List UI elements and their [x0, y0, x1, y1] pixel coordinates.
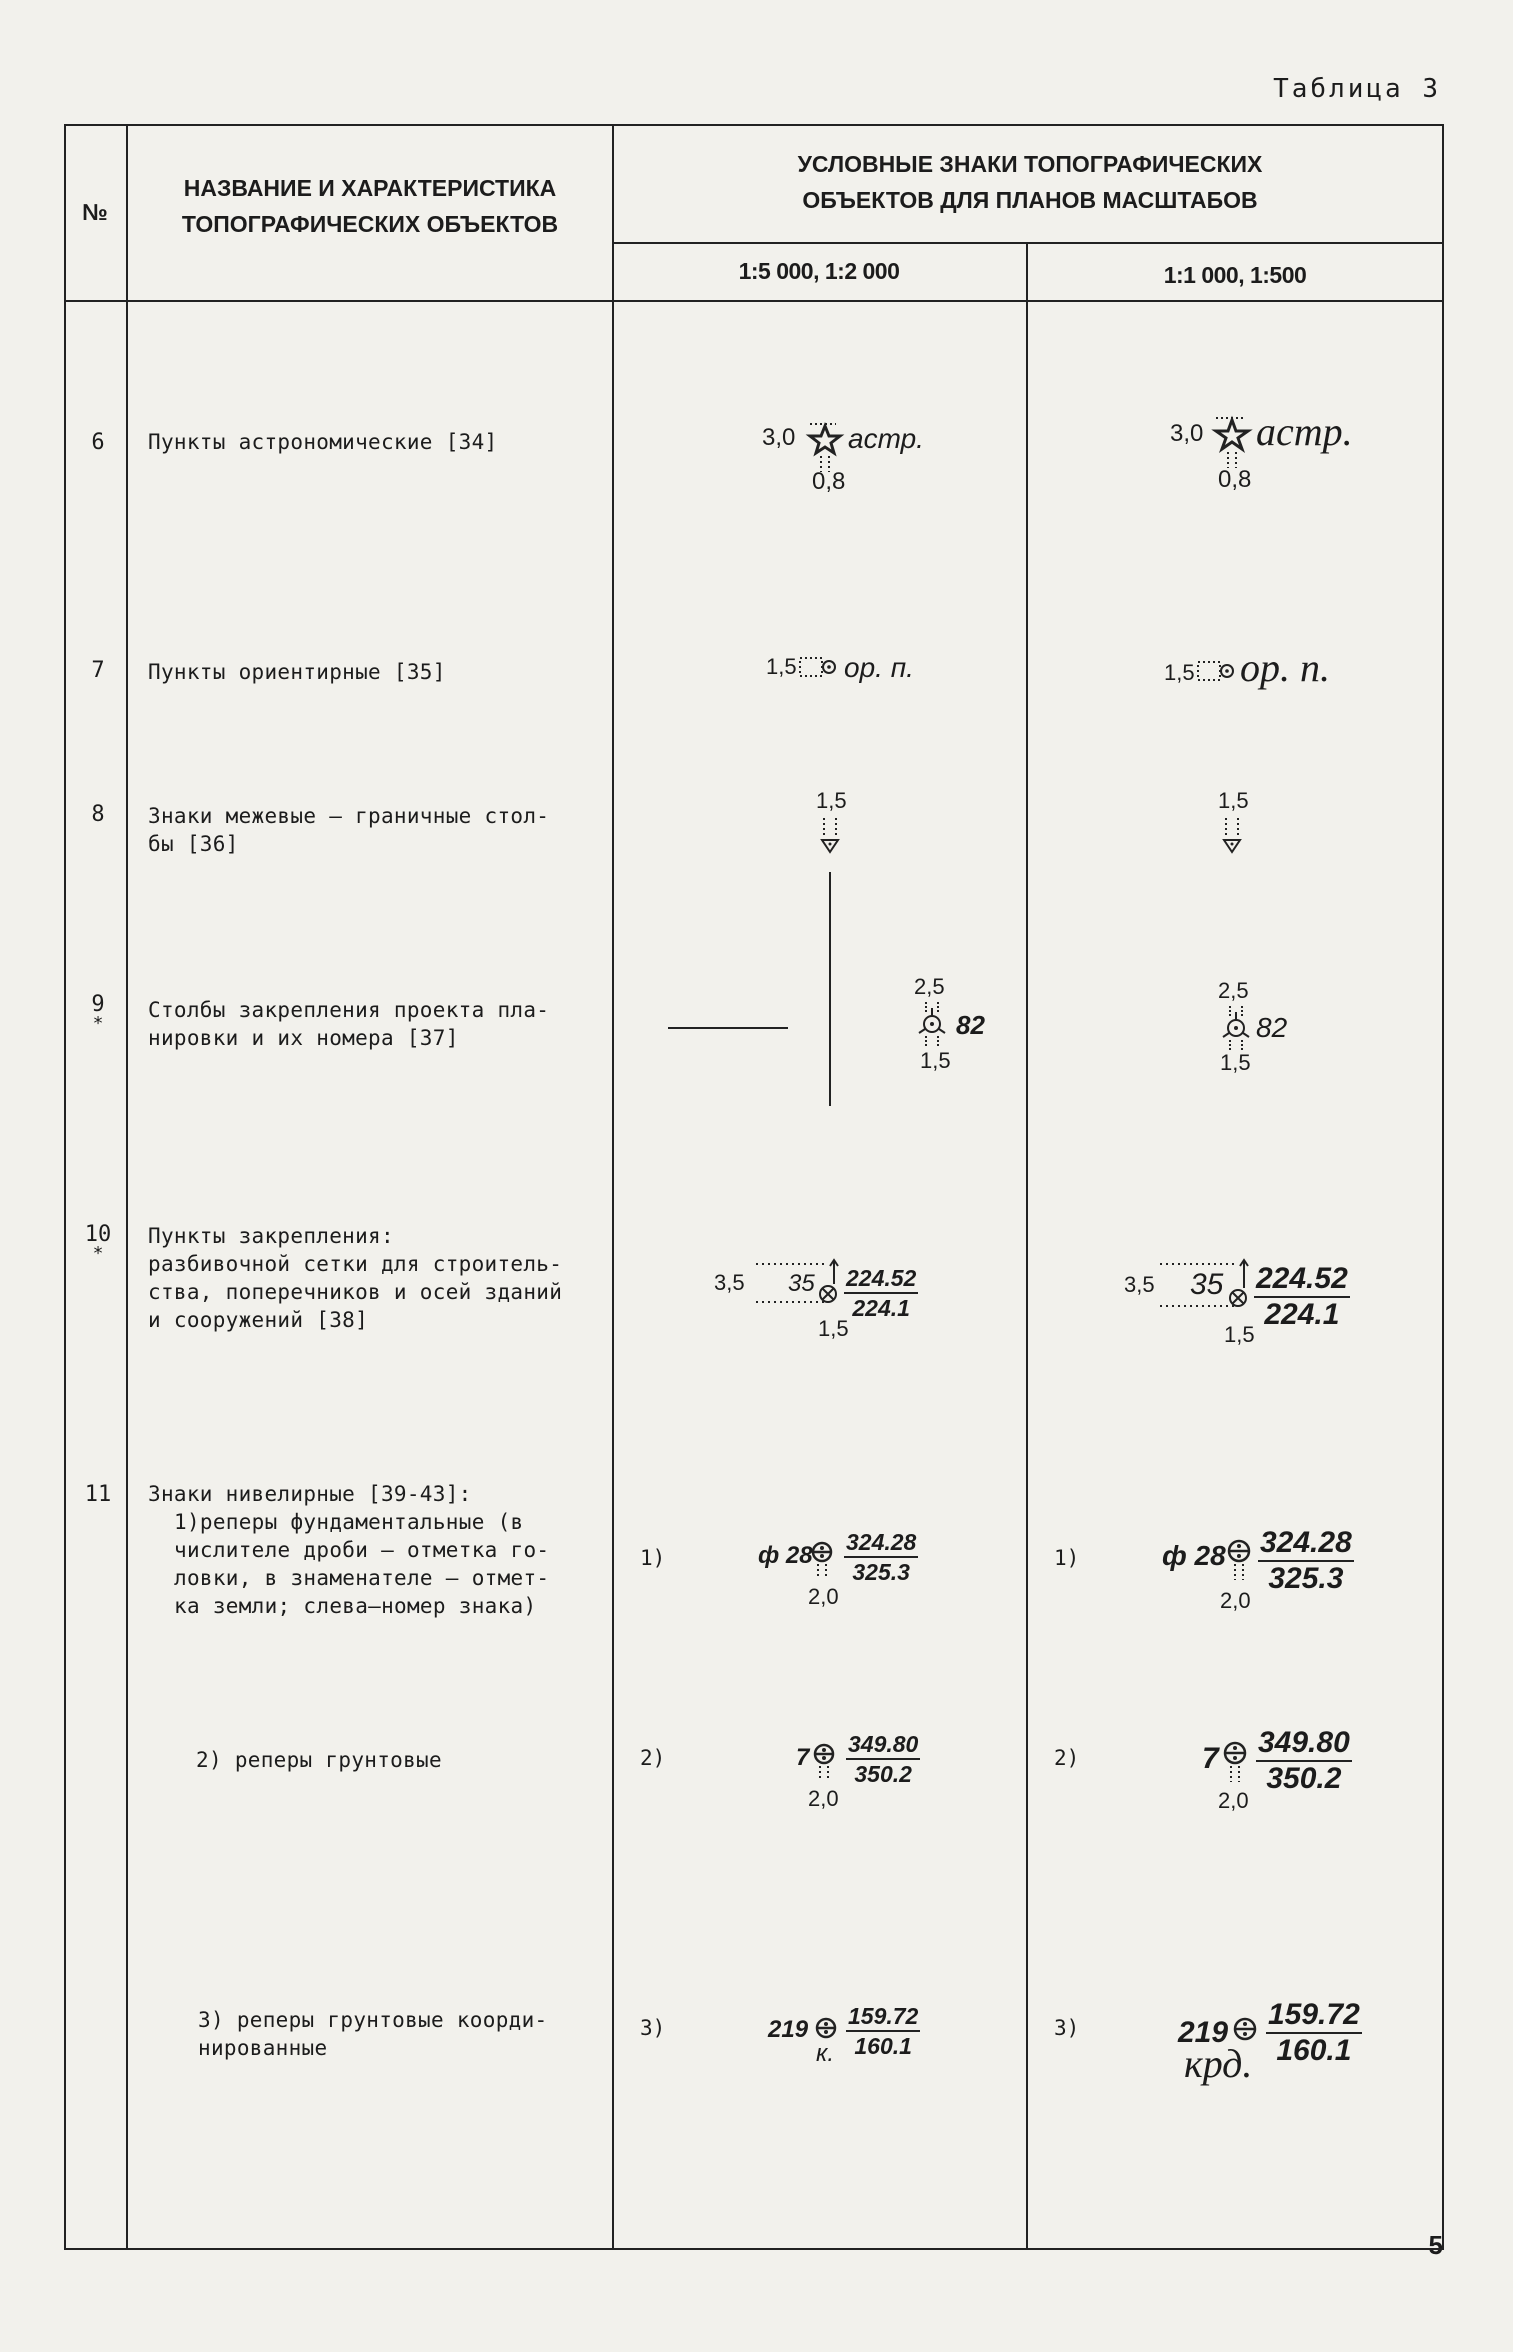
- circle-dot-icon: [1196, 656, 1236, 686]
- row-7-name: Пункты ориентирные [35]: [148, 660, 446, 684]
- benchmark-icon: [810, 1540, 834, 1580]
- star-icon: [1214, 414, 1250, 470]
- row-9-b-number: 82: [1256, 1012, 1288, 1043]
- header-num: №: [82, 199, 108, 225]
- row-11-2-name: 2) реперы грунтовые: [196, 1748, 442, 1772]
- row-9-number-value: 9: [91, 992, 105, 1017]
- benchmark-icon: [1226, 1538, 1252, 1582]
- page-number: 5: [1428, 2230, 1443, 2260]
- row-10-a-elevation-top: 224.52: [844, 1264, 918, 1294]
- row-10-name: Пункты закрепления: разбивочной сетки для строитель- ства, поперечников и осей зданий и сооружений [38]: [148, 1224, 563, 1332]
- row-6-a-size-left: 3,0: [762, 424, 796, 451]
- row-10-asterisk: *: [92, 1243, 104, 1264]
- row-8-b-size-top: 1,5: [1218, 788, 1249, 813]
- row-11-2-a-size-below: 2,0: [808, 1786, 839, 1811]
- row-9-a-number: 82: [956, 1010, 985, 1040]
- row-6-number: 6: [91, 430, 105, 455]
- row-7-a-label: ор. п.: [844, 652, 914, 683]
- row-11-3-b-elevation: [1266, 1998, 1362, 2068]
- row-11-3-name: 3) реперы грунтовые коорди- нированные: [198, 2008, 548, 2060]
- row-9-asterisk: *: [92, 1013, 104, 1034]
- col-divider-3: [1026, 242, 1028, 2250]
- row-9-name: Столбы закрепления проекта пла- нировки и их номера [37]: [148, 998, 550, 1050]
- row-11-2-a-elevation-bottom: 350.2: [854, 1761, 912, 1787]
- row-10-b-elevation-bottom: 224.1: [1264, 1298, 1340, 1331]
- row-10-a-size-left: 3,5: [714, 1270, 745, 1295]
- row-11-3-a-elevation: [846, 2002, 920, 2060]
- row-9-b-size-top: 2,5: [1218, 978, 1249, 1003]
- row-10-b-size-left: 3,5: [1124, 1272, 1155, 1297]
- row-7-b-label: ор. п.: [1240, 645, 1330, 690]
- row-9-b-size-below: 1,5: [1220, 1050, 1251, 1075]
- row-11-1-b-prefix: ф 28: [1162, 1540, 1226, 1571]
- row-11-2-b-prefix: 7: [1202, 1742, 1219, 1775]
- row-11-name: Знаки нивелирные [39-43]:: [148, 1482, 472, 1506]
- row-8-a-size-top: 1,5: [816, 788, 847, 813]
- row-10-number-value: 10: [84, 1222, 112, 1247]
- header-scale-1000: 1:1 000, 1:500: [1163, 262, 1307, 288]
- row-10-b-elevation-top: 224.52: [1254, 1262, 1350, 1298]
- row-11-2-b-elevation-bottom: 350.2: [1266, 1762, 1342, 1795]
- reference-vertical-line: [829, 872, 831, 1106]
- triangle-marker-icon: [818, 816, 842, 856]
- header-name-column: НАЗВАНИЕ И ХАРАКТЕРИСТИКА ТОПОГРАФИЧЕСКИХ ОБЪЕКТОВ: [181, 175, 559, 237]
- row-11-2-b-elevation-top: 349.80: [1256, 1726, 1352, 1762]
- row-11-1-name: 1)реперы фундаментальные (в числителе дроби — отметка го- ловки, в знаменателе — отмет- ка земли; слева—номер знака): [174, 1510, 550, 1618]
- row-10-number: [62, 1222, 134, 1264]
- row-11-number: 11: [84, 1482, 112, 1507]
- row-11-3-a-marker: 3): [640, 2016, 666, 2040]
- header-subdivider: [612, 242, 1444, 244]
- row-11-3-b-marker: 3): [1054, 2016, 1080, 2040]
- row-10-a-elevation-bottom: 224.1: [852, 1295, 910, 1321]
- row-7-number: 7: [91, 658, 105, 683]
- row-11-2-a-elevation: [846, 1730, 920, 1788]
- row-11-3-a-elevation-bottom: 160.1: [854, 2033, 912, 2059]
- row-10-b-mark: 35: [1190, 1268, 1224, 1301]
- row-6-b-size-left: 3,0: [1170, 420, 1204, 447]
- row-10-b-size-below: 1,5: [1224, 1322, 1255, 1347]
- row-11-1-b-size-below: 2,0: [1220, 1588, 1251, 1613]
- row-6-a-label: астр.: [848, 423, 924, 454]
- row-10-a-elevation: [844, 1264, 918, 1322]
- row-10-a-mark: 35: [788, 1270, 815, 1297]
- row-11-1-a-elevation-bottom: 325.3: [852, 1559, 910, 1585]
- row-10-b-elevation: [1254, 1262, 1350, 1332]
- row-11-2-b-size-below: 2,0: [1218, 1788, 1249, 1813]
- table-label: Таблица 3: [1273, 74, 1441, 104]
- row-7-b-size-left: 1,5: [1164, 660, 1195, 685]
- row-8-name: Знаки межевые — граничные стол- бы [36]: [148, 804, 550, 856]
- col-divider-2: [612, 124, 614, 2250]
- row-11-1-a-size-below: 2,0: [808, 1584, 839, 1609]
- row-11-2-b-marker: 2): [1054, 1746, 1080, 1770]
- benchmark-icon: [814, 2016, 838, 2042]
- row-11-1-a-prefix: ф 28: [758, 1542, 813, 1569]
- header-scale-5000: 1:5 000, 1:2 000: [738, 258, 900, 284]
- benchmark-icon: [812, 1742, 836, 1782]
- row-10-a-size-below: 1,5: [818, 1316, 849, 1341]
- header-bottom-rule: [64, 300, 1444, 302]
- row-9-a-size-below: 1,5: [920, 1048, 951, 1073]
- survey-post-icon: [912, 1000, 952, 1050]
- row-11-2-a-prefix: 7: [796, 1744, 810, 1771]
- row-11-3-b-label-below: крд.: [1184, 2041, 1253, 2086]
- row-11-2-b-elevation: [1256, 1726, 1352, 1796]
- survey-post-icon: [1216, 1004, 1256, 1054]
- row-8-number: 8: [91, 802, 105, 827]
- triangle-marker-icon: [1220, 816, 1244, 856]
- row-11-1-b-elevation-top: 324.28: [1258, 1526, 1354, 1562]
- row-11-3-a-label-below: к.: [816, 2040, 834, 2067]
- row-11-3-a-elevation-top: 159.72: [846, 2002, 920, 2032]
- row-11-3-b-elevation-bottom: 160.1: [1276, 2034, 1352, 2067]
- row-9-number: [62, 992, 134, 1034]
- row-6-b-size-below: 0,8: [1218, 466, 1252, 493]
- row-11-1-a-elevation-top: 324.28: [844, 1528, 918, 1558]
- row-9-a-size-top: 2,5: [914, 974, 945, 999]
- row-11-1-b-marker: 1): [1054, 1546, 1080, 1570]
- star-icon: [808, 420, 842, 474]
- reference-horizontal-line: [668, 1027, 788, 1029]
- row-6-b-label: астр.: [1256, 409, 1353, 454]
- row-11-1-b-elevation-bottom: 325.3: [1268, 1562, 1344, 1595]
- row-11-3-b-prefix: 219: [1178, 2016, 1229, 2049]
- benchmark-icon: [1222, 1740, 1248, 1784]
- circle-dot-icon: [798, 652, 838, 682]
- row-11-3-a-prefix: 219: [768, 2016, 809, 2043]
- row-7-a-size-left: 1,5: [766, 654, 797, 679]
- row-11-1-b-elevation: [1258, 1526, 1354, 1596]
- row-11-1-a-elevation: [844, 1528, 918, 1586]
- row-11-2-a-elevation-top: 349.80: [846, 1730, 920, 1760]
- row-11-1-a-marker: 1): [640, 1546, 666, 1570]
- row-6-a-size-below: 0,8: [812, 468, 846, 495]
- row-11-2-a-marker: 2): [640, 1746, 666, 1770]
- header-symbols-column: УСЛОВНЫЕ ЗНАКИ ТОПОГРАФИЧЕСКИХ ОБЪЕКТОВ ДЛЯ ПЛАНОВ МАСШТАБОВ: [797, 151, 1263, 213]
- row-6-name: Пункты астрономические [34]: [148, 430, 498, 454]
- row-11-3-b-elevation-top: 159.72: [1266, 1998, 1362, 2034]
